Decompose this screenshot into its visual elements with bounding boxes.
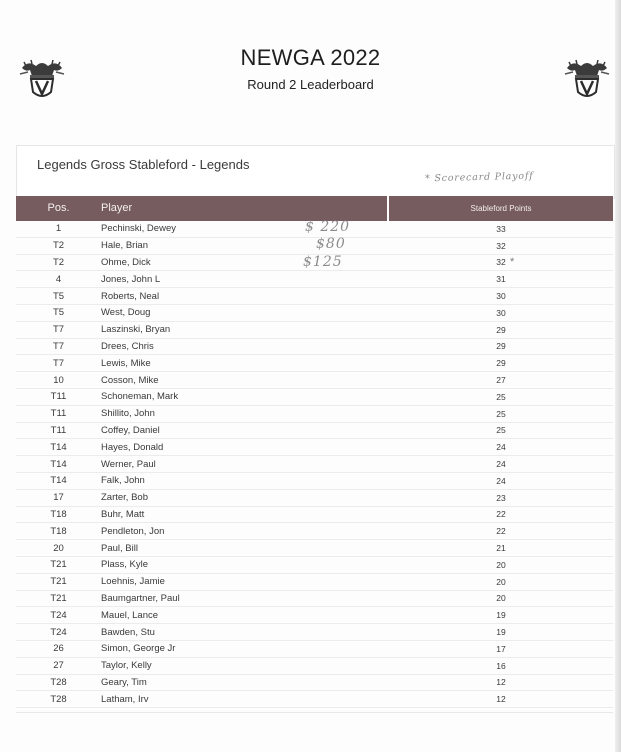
table-row (16, 288, 613, 305)
cell-player: Mauel, Lance (101, 609, 159, 621)
cell-points: 25 (496, 408, 506, 419)
cell-pos: T14 (50, 441, 67, 453)
cell-player: Laszinski, Bryan (101, 324, 171, 336)
table-row (16, 439, 613, 456)
cell-pos: T5 (52, 307, 65, 319)
table-row (16, 271, 613, 288)
cell-points: 29 (496, 324, 506, 335)
table-row (16, 607, 613, 624)
cell-points: 20 (496, 559, 506, 570)
table-row (16, 322, 613, 339)
cell-player: Buhr, Matt (101, 508, 145, 520)
cell-player: West, Doug (101, 307, 151, 319)
cell-points: 30 (496, 307, 506, 318)
cell-points: 33 (496, 223, 506, 234)
header-player: Player (101, 202, 133, 214)
table-header (16, 196, 613, 221)
cell-points: 12 (496, 694, 506, 705)
cell-player: Roberts, Neal (101, 290, 160, 302)
table-row (16, 490, 613, 507)
table-row (16, 641, 613, 658)
cell-player: Taylor, Kelly (101, 660, 152, 672)
cell-pos: T18 (50, 508, 67, 520)
cell-player: Hale, Brian (101, 240, 148, 252)
cell-pos: T5 (52, 290, 65, 302)
cell-player: Hayes, Donald (101, 441, 164, 453)
cell-points: 32 (496, 257, 506, 268)
table-row (16, 624, 613, 641)
table-row (16, 523, 613, 540)
cell-pos: T11 (50, 408, 67, 420)
cell-pos: 20 (53, 542, 64, 554)
cell-points: 30 (496, 291, 506, 302)
cell-points: 16 (496, 660, 506, 671)
handwritten-note: * Scorecard Playoff (424, 170, 534, 185)
cell-pos: 1 (55, 223, 62, 235)
table-row (16, 339, 613, 356)
cell-pos: T7 (52, 324, 65, 336)
cell-pos: T28 (50, 693, 67, 705)
table-row (16, 423, 613, 440)
cell-points: 21 (496, 543, 506, 554)
cell-points: 12 (496, 677, 506, 688)
table-row (16, 305, 613, 322)
cell-player: Ohme, Dick (101, 256, 151, 268)
table-row (16, 691, 613, 708)
cell-points: 27 (496, 375, 506, 386)
cell-pos: T21 (50, 592, 67, 604)
cell-player: Schoneman, Mark (101, 391, 179, 403)
cell-pos: T14 (50, 475, 67, 487)
table-row (16, 238, 613, 255)
cell-player: Shillito, John (101, 408, 155, 420)
cell-points: 25 (496, 391, 506, 402)
cell-points: 31 (496, 274, 506, 285)
cell-player: Pendleton, Jon (101, 525, 165, 537)
header-pos: Pos. (47, 202, 70, 214)
cell-points: 23 (496, 492, 506, 503)
cell-points: 24 (496, 442, 506, 453)
cell-pos: 4 (55, 273, 62, 285)
table-row (16, 355, 613, 372)
cell-player: Baumgartner, Paul (101, 592, 180, 604)
cell-points: 32 (496, 240, 506, 251)
table-row (16, 456, 613, 473)
cell-player: Plass, Kyle (101, 559, 148, 571)
table-row (16, 591, 613, 608)
cell-pos: T2 (52, 256, 65, 268)
cell-points: 29 (496, 358, 506, 369)
cell-pos: 26 (53, 643, 64, 655)
cell-points: 24 (496, 459, 506, 470)
cell-player: Jones, John L (101, 273, 161, 285)
cell-points: 20 (496, 593, 506, 604)
cell-player: Simon, George Jr (101, 643, 176, 655)
cell-points: 19 (496, 610, 506, 621)
handwritten-amount: $ 220 (305, 219, 351, 235)
cell-player: Zarter, Bob (101, 492, 148, 504)
cell-pos: T18 (50, 525, 67, 537)
cell-player: Drees, Chris (101, 340, 154, 352)
cell-pos: 27 (53, 660, 64, 672)
table-row (16, 557, 613, 574)
cell-player: Latham, Irv (101, 693, 149, 705)
cell-pos: T28 (50, 676, 67, 688)
cell-points: 22 (496, 526, 506, 537)
page-subtitle: Round 2 Leaderboard (247, 77, 374, 92)
header-points: Stableford Points (470, 204, 532, 213)
table-row (16, 540, 613, 557)
table-row (16, 675, 613, 692)
handwritten-amount: $125 (303, 254, 343, 270)
handwritten-amount: $80 (316, 236, 346, 252)
leaderboard-table (16, 221, 613, 708)
cell-pos: T11 (50, 391, 67, 403)
cell-player: Falk, John (101, 475, 145, 487)
cell-player: Cosson, Mike (101, 374, 159, 386)
cell-player: Loehnis, Jamie (101, 576, 165, 588)
table-row (16, 473, 613, 490)
table-row (16, 372, 613, 389)
cell-pos: T21 (50, 576, 67, 588)
playoff-marker: * (510, 256, 515, 268)
section-title: Legends Gross Stableford - Legends (37, 157, 250, 172)
table-row (16, 507, 613, 524)
cell-points: 20 (496, 576, 506, 587)
cell-pos: T7 (52, 340, 65, 352)
cell-pos: T24 (50, 626, 67, 638)
table-bottom-rule (16, 712, 613, 713)
cell-points: 29 (496, 341, 506, 352)
cell-points: 17 (496, 643, 506, 654)
cell-points: 24 (496, 475, 506, 486)
cell-points: 22 (496, 509, 506, 520)
cell-pos: T7 (52, 357, 65, 369)
cell-pos: T11 (50, 424, 67, 436)
cell-pos: 10 (53, 374, 64, 386)
cell-pos: 17 (53, 492, 64, 504)
table-row (16, 574, 613, 591)
cell-pos: T2 (52, 240, 65, 252)
cell-points: 19 (496, 627, 506, 638)
cell-pos: T21 (50, 559, 67, 571)
cell-player: Lewis, Mike (101, 357, 151, 369)
cell-pos: T24 (50, 609, 67, 621)
page-title: NEWGA 2022 (240, 45, 381, 70)
page-edge (615, 0, 621, 752)
cell-player: Coffey, Daniel (101, 424, 160, 436)
cell-points: 25 (496, 425, 506, 436)
cell-player: Bawden, Stu (101, 626, 155, 638)
table-row (16, 658, 613, 675)
cell-player: Werner, Paul (101, 458, 156, 470)
table-row (16, 389, 613, 406)
cell-player: Pechinski, Dewey (101, 223, 176, 235)
cell-player: Paul, Bill (101, 542, 138, 554)
cell-pos: T14 (50, 458, 67, 470)
table-row (16, 406, 613, 423)
cell-player: Geary, Tim (101, 676, 147, 688)
